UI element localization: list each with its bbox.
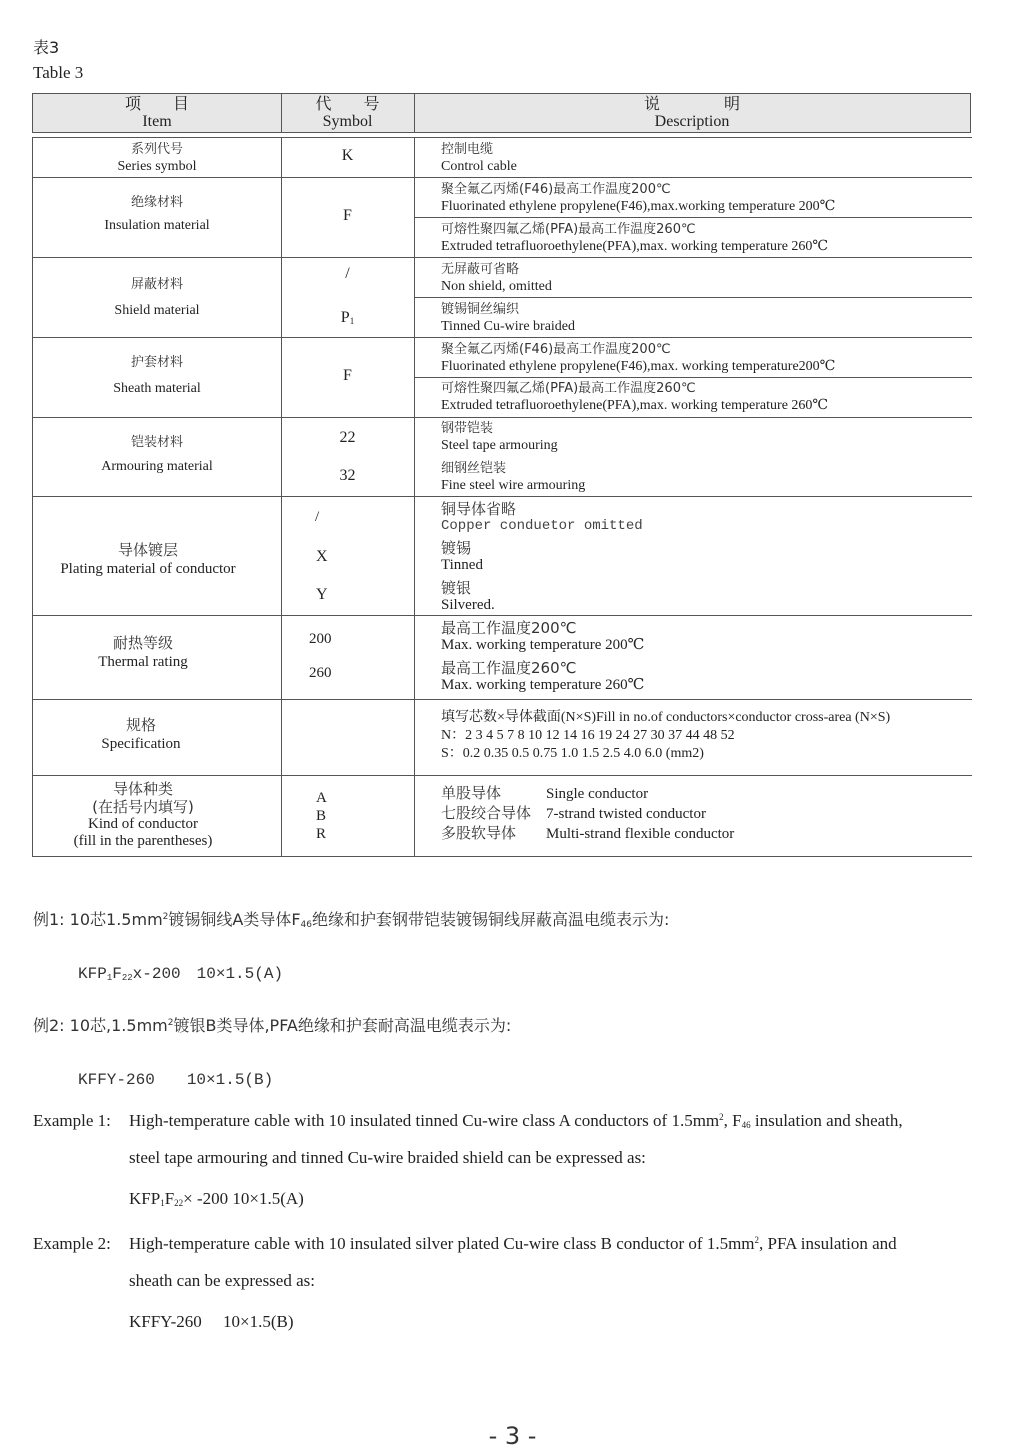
example-2-en-code: KFFY-260 10×1.5(B) — [129, 1312, 294, 1331]
row-shield-desc-2: 镀锡铜丝编织 Tinned Cu-wire braided — [441, 302, 576, 334]
row-sheath-item: 护套材料 Sheath material — [113, 355, 201, 396]
header-item-en: Item — [142, 113, 172, 130]
header-symbol-en: Symbol — [322, 113, 373, 130]
row-thermal-desc-2: 最高工作温度260℃ Max. working temperature 260℃ — [441, 659, 645, 693]
example-1-en-code: $KFP_1F_{22}\times -200$ 10×1.5(A) — [129, 1189, 304, 1208]
row-kind-desc: 单股导体 Single conductor 七股绞合导体 7-strand twisted conductor 多股软导体 Multi-strand flexible conductor — [441, 784, 735, 842]
row-kind-symbols: A B R — [316, 790, 327, 842]
example-1-zh-code: $KFP_1F_{22}x-200$ 10×1.5(A) — [78, 965, 284, 983]
row-insulation-desc-1: 聚全氟乙丙烯(F46)最高工作温度200℃ Fluorinated ethylene propylene(F46),max.working temperature 200℃ — [441, 182, 836, 214]
row-sheath-symbol: F — [343, 367, 352, 384]
row-kind-item: 导体种类 (在括号内填写) Kind of conductor (fill in the parentheses) — [73, 780, 213, 849]
row-plating-desc-2: 镀锡 Tinned — [441, 539, 483, 573]
example-1-en-line2: steel tape armouring and tinned Cu-wire braided shield can be expressed as: — [129, 1148, 646, 1167]
row-insulation-symbol: F — [343, 207, 352, 224]
row-thermal-desc-1: 最高工作温度200℃ Max. working temperature 200℃ — [441, 619, 645, 653]
row-thermal-symbol-1: 200 — [309, 631, 332, 647]
table-header — [32, 93, 971, 133]
table-caption-en: Table 3 — [33, 63, 84, 82]
example-2-zh: 例2: 10芯$,1.5mm^2$镀银B类导体,PFA绝缘和护套耐高温电缆表示为: — [33, 1016, 512, 1035]
spec-table — [32, 137, 972, 857]
row-plating-symbol-3: Y — [316, 586, 328, 603]
table-caption-zh: 表3 — [33, 38, 60, 57]
page-number: - 3 - — [488, 1422, 537, 1450]
row-sheath-desc-1: 聚全氟乙丙烯(F46)最高工作温度200℃ Fluorinated ethylene propylene(F46),max. working temperature200℃ — [441, 342, 836, 374]
header-desc-en: Description — [654, 113, 730, 130]
row-armouring-symbol-2: 32 — [339, 467, 356, 484]
row-thermal-symbol-2: 260 — [309, 665, 332, 681]
row-series-desc: 控制电缆 Control cable — [441, 142, 517, 174]
example-2-en: Example 2: High-temperature cable with 10 insulated silver plated Cu-wire class B conductor of $1.5mm^2$, PFA insulation and — [33, 1234, 897, 1253]
example-2-en-line2: sheath can be expressed as: — [129, 1271, 315, 1290]
row-plating-item: 导体镀层 Plating material of conductor — [60, 541, 236, 577]
row-spec-item: 规格 Specification — [101, 716, 181, 752]
header-symbol-zh: 代 号 — [315, 94, 380, 113]
row-series-symbol: K — [341, 147, 354, 164]
row-shield-symbol-1: / — [345, 265, 350, 282]
row-shield-desc-1: 无屏蔽可省略 Non shield, omitted — [441, 262, 552, 294]
example-1-en: Example 1: High-temperature cable with 10 insulated tinned Cu-wire class A conductors of $1.5mm^2$, $F_{46}$ insulation and sheath, — [33, 1111, 903, 1130]
row-shield-item: 屏蔽材料 Shield material — [114, 277, 200, 318]
example-2-zh-code: KFFY-260 10×1.5(B) — [78, 1071, 274, 1089]
row-sheath-desc-2: 可熔性聚四氟乙烯(PFA)最高工作温度260℃ Extruded tetrafluoroethylene(PFA),max. working temperature 260℃ — [441, 381, 829, 413]
row-armouring-desc-1: 钢带铠装 Steel tape armouring — [441, 421, 558, 453]
example-1-zh: 例1: 10芯$1.5mm^2$镀锡铜线A类导体$F_{46}$绝缘和护套钢带铠装镀锡铜线屏蔽高温电缆表示为: — [33, 910, 670, 930]
row-shield-symbol-2: $P_1$ — [340, 309, 355, 326]
row-plating-desc-1: 铜导体省略 Copper conduetor omitted — [441, 500, 643, 534]
row-spec-desc: 填写芯数×导体截面(N×S)Fill in no.of conductors×conductor cross-area (N×S) N：2 3 4 5 7 8 10 12 14 16 19 24 27 30 37 44 48 52 S：0.2 0.35 0.5 0.75 1.0 1.5 2.5 4.0 6.0 (mm2) — [441, 710, 891, 761]
row-insulation-desc-2: 可熔性聚四氟乙烯(PFA)最高工作温度260℃ Extruded tetrafluoroethylene(PFA),max. working temperature 260℃ — [441, 222, 829, 254]
row-insulation-item: 绝缘材料 Insulation material — [104, 195, 210, 233]
row-plating-desc-3: 镀银 Silvered. — [441, 579, 495, 613]
row-series-item: 系列代号 Series symbol — [117, 142, 197, 174]
row-armouring-item: 铠装材料 Armouring material — [101, 435, 213, 474]
header-item-zh: 项 目 — [124, 94, 189, 113]
row-armouring-desc-2: 细钢丝铠装 Fine steel wire armouring — [441, 461, 586, 493]
row-plating-symbol-2: X — [316, 548, 328, 565]
row-thermal-item: 耐热等级 Thermal rating — [98, 634, 188, 670]
row-plating-symbol-1: / — [315, 509, 320, 525]
header-desc-zh: 说 明 — [643, 94, 740, 113]
row-armouring-symbol-1: 22 — [339, 429, 356, 446]
